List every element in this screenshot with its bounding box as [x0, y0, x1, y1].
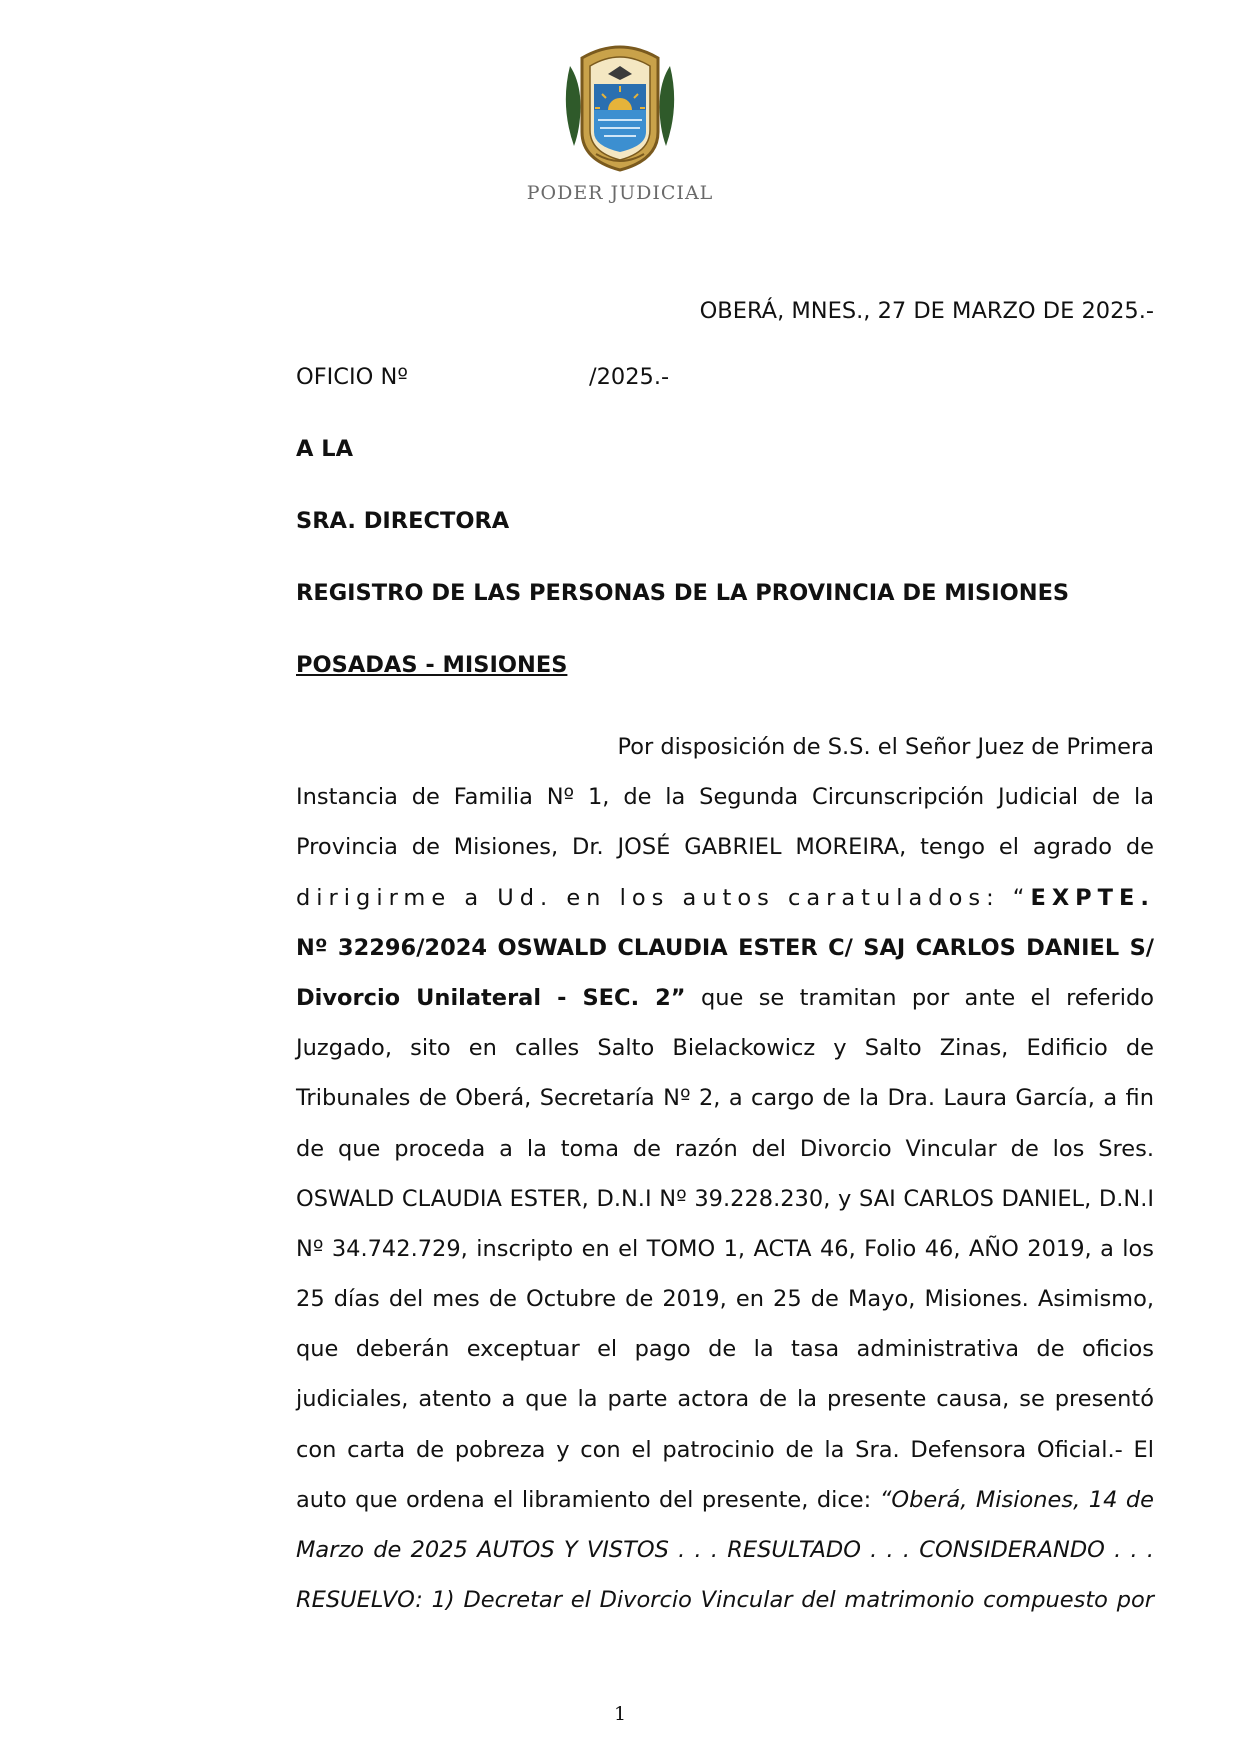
body-line — [296, 873, 1154, 923]
provincia-misiones-seal-icon — [560, 36, 680, 176]
oficio-year: /2025.- — [589, 364, 670, 390]
body-text: que se tramitan por ante el referido — [685, 984, 1154, 1011]
date-line: OBERÁ, MNES., 27 DE MARZO DE 2025.- — [699, 298, 1154, 324]
body-line: Nº 34.742.729, inscripto en el TOMO 1, ACTA 46, Folio 46, AÑO 2019, a los — [296, 1235, 1154, 1262]
body-line: 25 días del mes de Octubre de 2019, en 25 de Mayo, Misiones. Asimismo, — [296, 1286, 1154, 1313]
body-line: Por disposición de S.S. el Señor Juez de Primera — [617, 734, 1154, 760]
body-text: dirigirme a Ud. en los autos caratulados: “ — [296, 884, 1031, 911]
oficio-body — [296, 722, 1154, 1625]
addressee-line-4: POSADAS - MISIONES — [296, 652, 568, 678]
expediente-caption-end: Divorcio Unilateral - SEC. 2” — [296, 984, 686, 1011]
body-line: OSWALD CLAUDIA ESTER, D.N.I Nº 39.228.230, y SAI CARLOS DANIEL, D.N.I — [296, 1185, 1154, 1212]
quoted-resolution: Marzo de 2025 AUTOS Y VISTOS . . . RESULTADO . . . CONSIDERANDO . . . — [296, 1537, 1154, 1563]
addressee-line-3: REGISTRO DE LAS PERSONAS DE LA PROVINCIA DE MISIONES — [296, 580, 1070, 606]
page-number: 1 — [613, 1703, 627, 1725]
body-line: que deberán exceptuar el pago de la tasa administrativa de oficios — [296, 1336, 1154, 1363]
quoted-resolution: RESUELVO: 1) Decretar el Divorcio Vincular del matrimonio compuesto por — [296, 1587, 1154, 1614]
body-line: con carta de pobreza y con el patrocinio de la Sra. Defensora Oficial.- El — [296, 1436, 1154, 1463]
poder-judicial-caption: PODER JUDICIAL — [526, 182, 714, 204]
quoted-resolution: “Oberá, Misiones, 14 de — [879, 1486, 1154, 1513]
body-line: Instancia de Familia Nº 1, de la Segunda Circunscripción Judicial de la — [296, 784, 1154, 811]
body-text: auto que ordena el libramiento del presente, dice: — [296, 1486, 880, 1513]
body-line — [296, 1475, 1154, 1525]
body-line: de que proceda a la toma de razón del Divorcio Vincular de los Sres. — [296, 1135, 1154, 1162]
body-line: judiciales, atento a que la parte actora de la presente causa, se presentó — [296, 1386, 1154, 1413]
addressee-line-1: A LA — [296, 436, 353, 462]
body-line: Tribunales de Oberá, Secretaría Nº 2, a cargo de la Dra. Laura García, a fin — [296, 1085, 1154, 1112]
addressee-line-2: SRA. DIRECTORA — [296, 508, 510, 534]
oficio-label: OFICIO Nº — [296, 364, 408, 390]
expediente-label: EXPTE. — [1030, 884, 1155, 911]
body-line — [296, 973, 1154, 1023]
poder-judicial-seal — [520, 36, 720, 216]
expediente-caption: Nº 32296/2024 OSWALD CLAUDIA ESTER C/ SAJ CARLOS DANIEL S/ — [296, 934, 1154, 961]
body-line: Juzgado, sito en calles Salto Bielackowicz y Salto Zinas, Edificio de — [296, 1035, 1154, 1062]
body-line: Provincia de Misiones, Dr. JOSÉ GABRIEL MOREIRA, tengo el agrado de — [296, 834, 1154, 861]
